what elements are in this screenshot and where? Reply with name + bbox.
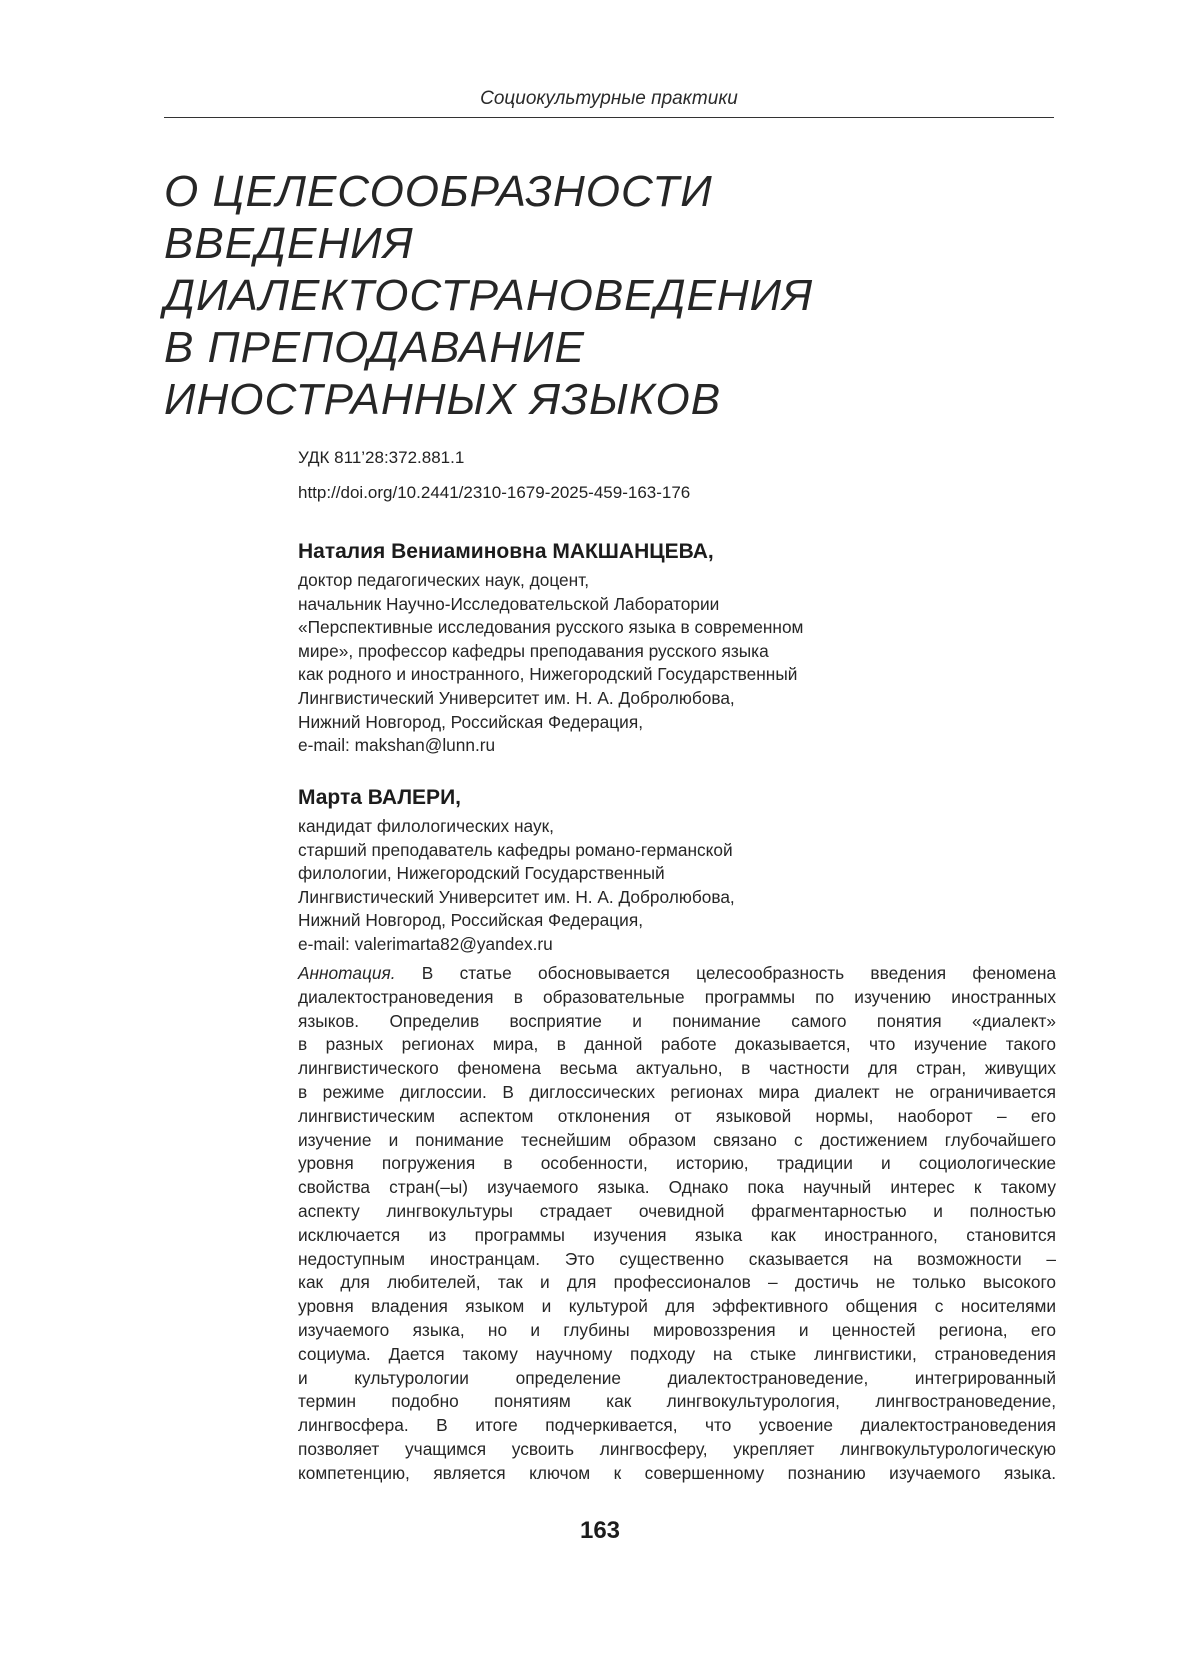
abstract-line: изучаемого языка, но и глубины мировоззрения и ценностей региона, его bbox=[298, 1319, 1056, 1340]
abstract-label: Аннотация. bbox=[298, 963, 396, 983]
abstract-line: недоступным иностранцам. Это существенно сказывается на возможности – bbox=[298, 1248, 1056, 1269]
abstract-line: лингвистического феномена весьма актуально, в частности для стран, живущих bbox=[298, 1058, 1056, 1079]
title-line: ДИАЛЕКТОСТРАНОВЕДЕНИЯ bbox=[164, 271, 814, 320]
affiliation-line: филологии, Нижегородский Государственный bbox=[298, 863, 665, 884]
running-head: Социокультурные практики bbox=[480, 88, 738, 109]
abstract-line: в разных регионах мира, в данной работе доказывается, что изучение такого bbox=[298, 1034, 1056, 1055]
affiliation-line: «Перспективные исследования русского языка в современном bbox=[298, 617, 804, 638]
title-line: ИНОСТРАННЫХ ЯЗЫКОВ bbox=[164, 375, 722, 424]
abstract-line: свойства стран(–ы) изучаемого языка. Однако пока научный интерес к такому bbox=[298, 1177, 1056, 1198]
abstract-line: уровня владения языком и культурой для эффективного общения с носителями bbox=[298, 1296, 1056, 1317]
abstract-line: позволяет учащимся усвоить лингвосферу, укрепляет лингвокультурологическую bbox=[298, 1438, 1056, 1459]
abstract-line: лингвистическим аспектом отклонения от языковой нормы, наоборот – его bbox=[298, 1105, 1056, 1126]
author-email[interactable]: e-mail: valerimarta82@yandex.ru bbox=[298, 933, 553, 954]
abstract-line: термин подобно понятиям как лингвокультурология, лингвострановедение, bbox=[298, 1391, 1056, 1412]
abstract-line: как для любителей, так и для профессионалов – достичь не только высокого bbox=[298, 1272, 1056, 1293]
abstract-line: аспекту лингвокультуры страдает очевидной фрагментарностью и полностью bbox=[298, 1200, 1056, 1221]
affiliation-line: как родного и иностранного, Нижегородский Государственный bbox=[298, 664, 798, 685]
abstract-text: В статье обосновывается целесообразность введения феномена bbox=[395, 963, 1056, 983]
doi-link[interactable]: http://doi.org/10.2441/2310-1679-2025-459-163-176 bbox=[298, 483, 691, 502]
abstract-line: и культурологии определение диалектострановедение, интегрированный bbox=[298, 1367, 1056, 1388]
abstract-line: исключается из программы изучения языка как иностранного, становится bbox=[298, 1224, 1056, 1245]
abstract-line: компетенцию, является ключом к совершенному познанию изучаемого языка. bbox=[298, 1462, 1056, 1483]
affiliation-line: Нижний Новгород, Российская Федерация, bbox=[298, 910, 643, 931]
affiliation-line: кандидат филологических наук, bbox=[298, 816, 554, 836]
affiliation-line: старший преподаватель кафедры романо-германской bbox=[298, 839, 733, 860]
abstract-line: уровня погружения в особенности, историю, традиции и социологические bbox=[298, 1153, 1056, 1174]
abstract-line: в режиме диглоссии. В диглоссических регионах мира диалект не ограничивается bbox=[298, 1081, 1056, 1102]
article-title bbox=[164, 166, 1064, 426]
author-email[interactable]: e-mail: makshan@lunn.ru bbox=[298, 735, 496, 756]
header-divider bbox=[164, 117, 1054, 118]
abstract-line: лингвосфера. В итоге подчеркивается, что усвоение диалектострановедения bbox=[298, 1415, 1056, 1436]
affiliation-line: доктор педагогических наук, доцент, bbox=[298, 570, 589, 590]
author-block bbox=[298, 784, 998, 957]
affiliation-line: Лингвистический Университет им. Н. А. Добролюбова, bbox=[298, 687, 735, 708]
udk-code: УДК 811’28:372.881.1 bbox=[298, 448, 465, 467]
author-affiliation bbox=[298, 815, 998, 957]
title-line: В ПРЕПОДАВАНИЕ bbox=[164, 323, 585, 372]
affiliation-line: мире», профессор кафедры преподавания русского языка bbox=[298, 640, 769, 661]
title-line: ВВЕДЕНИЯ bbox=[164, 219, 414, 268]
abstract-line: языков. Определив восприятие и понимание самого понятия «диалект» bbox=[298, 1010, 1056, 1031]
affiliation-line: Лингвистический Университет им. Н. А. Добролюбова, bbox=[298, 886, 735, 907]
page-number: 163 bbox=[579, 1517, 621, 1544]
affiliation-line: Нижний Новгород, Российская Федерация, bbox=[298, 711, 643, 732]
affiliation-line: начальник Научно-Исследовательской Лаборатории bbox=[298, 593, 720, 614]
title-line: О ЦЕЛЕСООБРАЗНОСТИ bbox=[164, 167, 713, 216]
author-block bbox=[298, 538, 998, 758]
abstract-line: изучение и понимание теснейшим образом связано с достижением глубочайшего bbox=[298, 1129, 1056, 1150]
abstract-line bbox=[298, 962, 1056, 986]
author-affiliation bbox=[298, 569, 998, 758]
abstract-line: диалектострановедения в образовательные программы по изучению иностранных bbox=[298, 986, 1056, 1007]
abstract bbox=[298, 962, 1056, 1486]
abstract-line: социума. Дается такому научному подходу на стыке лингвистики, страноведения bbox=[298, 1343, 1056, 1364]
author-name: Марта ВАЛЕРИ, bbox=[298, 786, 461, 809]
author-name: Наталия Вениаминовна МАКШАНЦЕВА, bbox=[298, 540, 714, 563]
